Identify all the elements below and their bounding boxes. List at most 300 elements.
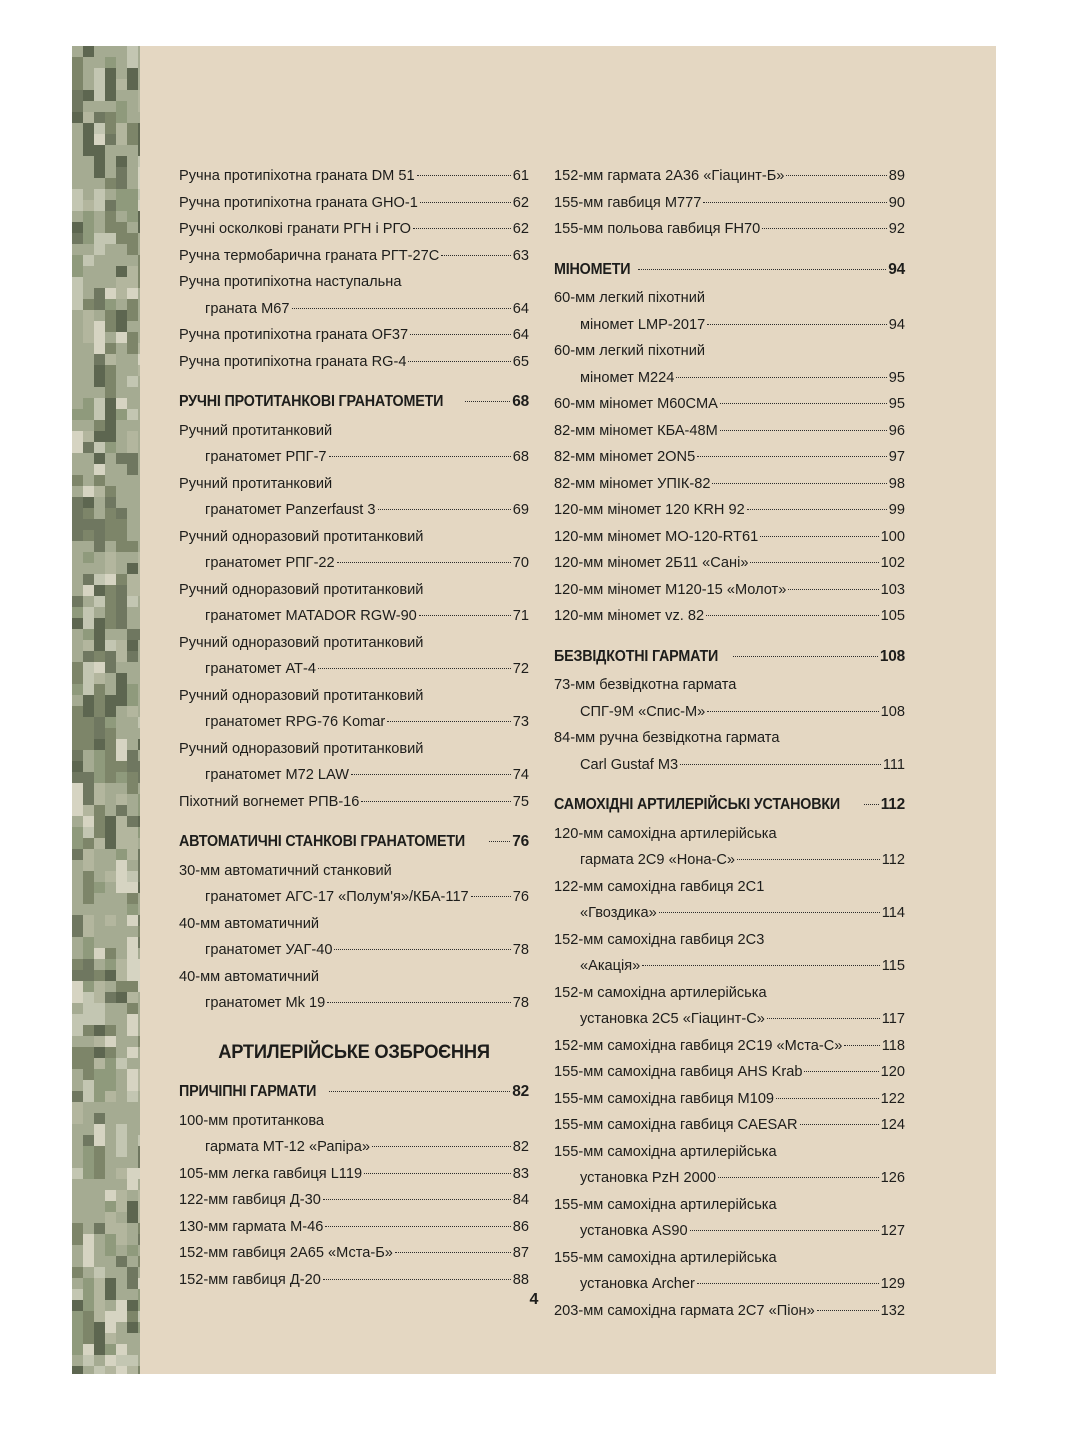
toc-section-heading[interactable] <box>554 257 905 284</box>
toc-entry[interactable] <box>179 1214 529 1241</box>
section-title: РУЧНІ ПРОТИТАНКОВІ ГРАНАТОМЕТИ <box>179 393 444 410</box>
camo-block <box>72 233 83 244</box>
page-ref: 95 <box>888 369 905 386</box>
section-title: МІНОМЕТИ <box>554 260 631 278</box>
page-ref: 108 <box>880 703 905 720</box>
camo-block <box>116 409 127 420</box>
toc-entry[interactable] <box>554 1112 905 1139</box>
camo-block <box>127 992 138 1003</box>
toc-entry[interactable] <box>554 285 905 338</box>
page-ref: 88 <box>512 1271 529 1288</box>
camo-block <box>105 959 116 970</box>
toc-section-heading[interactable] <box>179 829 529 856</box>
camo-block <box>72 717 83 750</box>
page-ref: 103 <box>880 581 905 598</box>
camo-block <box>105 288 116 299</box>
dot-leader <box>410 334 511 335</box>
camo-block <box>83 398 94 420</box>
entry-title: 122-мм гавбиця Д-30 <box>179 1192 321 1208</box>
camo-block <box>127 915 138 926</box>
section-title: БЕЗВІДКОТНІ ГАРМАТИ <box>554 647 719 665</box>
dot-leader <box>489 841 511 842</box>
page-ref: 90 <box>888 194 905 211</box>
camo-block <box>116 673 127 706</box>
dot-leader <box>697 456 887 457</box>
camo-block <box>127 46 138 68</box>
dot-leader <box>864 804 879 805</box>
entry-title: гранатомет РПГ-7 <box>205 449 327 465</box>
page-ref: 94 <box>888 316 905 333</box>
camo-block <box>94 1223 105 1234</box>
book-page <box>72 46 996 1374</box>
entry-title: гармата МТ-12 «Рапіра» <box>205 1139 370 1155</box>
camo-block <box>83 959 94 981</box>
toc-entry[interactable] <box>179 471 529 524</box>
page-ref: 118 <box>881 1037 905 1054</box>
toc-entry[interactable] <box>179 1267 529 1294</box>
toc-entry[interactable] <box>554 980 905 1033</box>
camo-block <box>83 992 94 1025</box>
toc-entry[interactable] <box>554 418 905 445</box>
camo-block <box>72 497 83 519</box>
toc-entry[interactable] <box>179 858 529 911</box>
camo-block <box>94 783 105 794</box>
camo-block <box>116 453 127 464</box>
page-ref: 69 <box>512 502 529 518</box>
camo-block <box>105 1091 116 1102</box>
toc-entry[interactable] <box>179 322 529 349</box>
camo-block <box>116 585 127 618</box>
camouflage-strip <box>72 46 140 1374</box>
page-ref: 68 <box>512 449 529 465</box>
page-ref: 126 <box>880 1170 905 1186</box>
entry-title: 60-мм легкий піхотний <box>554 290 706 306</box>
chapter-title: АРТИЛЕРІЙСЬКЕ ОЗБРОЄННЯ <box>218 1040 490 1063</box>
camo-block <box>138 354 140 365</box>
camo-block <box>127 376 138 387</box>
toc-entry[interactable] <box>179 577 529 630</box>
camo-block <box>83 431 94 442</box>
dot-leader <box>707 711 878 712</box>
camo-block <box>116 222 127 244</box>
entry-title: 30-мм автоматичний станковий <box>179 862 392 879</box>
page-ref: 112 <box>880 796 905 813</box>
toc-entry[interactable] <box>554 471 905 498</box>
camo-block <box>127 948 138 981</box>
dot-leader <box>471 896 511 897</box>
toc-entry[interactable] <box>554 391 905 418</box>
page-ref: 122 <box>880 1090 905 1107</box>
camo-block <box>72 981 83 1003</box>
page-ref: 83 <box>512 1165 529 1182</box>
page-ref: 114 <box>881 905 905 921</box>
toc-entry[interactable] <box>554 497 905 524</box>
dot-leader <box>690 1230 879 1231</box>
dot-leader <box>737 859 880 860</box>
toc-entry[interactable] <box>179 418 529 471</box>
camo-block <box>138 123 140 156</box>
toc-entry[interactable] <box>179 736 529 789</box>
entry-title: Ручний одноразовий протитанковий <box>179 528 424 545</box>
toc-entry[interactable] <box>179 964 529 1017</box>
entry-title: 155-мм самохідна гавбиця CAESAR <box>554 1117 798 1133</box>
page-ref: 78 <box>512 942 529 958</box>
page-ref: 124 <box>880 1117 905 1133</box>
camo-block <box>116 816 127 849</box>
dot-leader <box>337 562 511 563</box>
camo-block <box>138 970 140 992</box>
camo-block <box>83 1080 94 1102</box>
page-ref: 78 <box>512 995 529 1011</box>
dot-leader <box>750 562 878 563</box>
entry-title: 120-мм міномет vz. 82 <box>554 608 705 624</box>
toc-entry[interactable] <box>554 163 905 190</box>
entry-title: установка AS90 <box>580 1223 688 1239</box>
toc-entry[interactable] <box>179 630 529 683</box>
camo-block <box>105 1190 116 1201</box>
toc-entry[interactable] <box>554 577 905 604</box>
section-title: ПРИЧІПНІ ГАРМАТИ <box>179 1083 317 1100</box>
toc-entry[interactable] <box>554 338 905 391</box>
entry-title: Ручний протитанковий <box>179 475 333 492</box>
camo-block <box>83 772 94 805</box>
camo-block <box>127 651 138 662</box>
camo-block <box>116 992 127 1003</box>
entry-title: гранатомет РПГ-22 <box>205 555 335 571</box>
camo-block <box>116 332 127 343</box>
page-ref: 82 <box>512 1083 529 1100</box>
toc-entry[interactable] <box>554 444 905 471</box>
camo-block <box>94 189 105 211</box>
camo-block <box>116 519 127 552</box>
camo-block <box>72 805 83 816</box>
camo-block <box>138 882 140 893</box>
toc-entry[interactable] <box>179 163 529 190</box>
toc-entry[interactable] <box>179 269 529 322</box>
camo-block <box>83 893 94 904</box>
page-ref: 74 <box>512 767 529 783</box>
dot-leader <box>420 202 511 203</box>
toc-left-column <box>179 163 529 1293</box>
entry-title: Ручна протипіхотна наступальна <box>179 274 402 290</box>
camo-block <box>127 684 138 706</box>
page-ref: 73 <box>512 714 529 730</box>
dot-leader <box>413 228 511 229</box>
camo-block <box>94 288 105 310</box>
camo-block <box>72 706 83 717</box>
dot-leader <box>327 1002 511 1003</box>
toc-entry[interactable] <box>554 821 905 874</box>
page-ref: 64 <box>512 327 529 343</box>
entry-title: 82-мм міномет 2ON5 <box>554 449 696 465</box>
entry-title: Ручний протитанковий <box>179 422 333 439</box>
camo-block <box>138 1036 140 1047</box>
toc-entry[interactable] <box>554 603 905 630</box>
camo-block <box>105 1201 116 1212</box>
camo-block <box>105 442 116 453</box>
camo-block <box>72 1366 83 1374</box>
camo-block <box>116 794 127 805</box>
camo-block <box>105 409 116 442</box>
camo-block <box>83 1157 94 1179</box>
camo-block <box>105 134 116 145</box>
dot-leader <box>703 202 886 203</box>
camo-block <box>127 1311 138 1322</box>
camo-block <box>83 695 94 717</box>
entry-title: 152-м самохідна артилерійська <box>554 984 767 1001</box>
camo-block <box>83 90 94 101</box>
entry-title: 82-мм міномет УПІК-82 <box>554 475 711 492</box>
camo-block <box>83 211 94 244</box>
camo-block <box>127 706 138 717</box>
camo-block <box>127 827 138 860</box>
camo-block <box>127 1245 138 1256</box>
dot-leader <box>697 1283 879 1284</box>
camo-block <box>105 915 116 926</box>
dot-leader <box>372 1146 511 1147</box>
toc-entry[interactable] <box>179 911 529 964</box>
toc-entry[interactable] <box>554 1192 905 1245</box>
toc-entry[interactable] <box>554 1033 905 1060</box>
section-title: САМОХІДНІ АРТИЛЕРІЙСЬКІ УСТАНОВКИ <box>554 796 841 813</box>
camo-block <box>138 717 140 728</box>
toc-entry[interactable] <box>554 216 905 243</box>
entry-title: Ручна протипіхотна граната RG-4 <box>179 353 407 370</box>
toc-entry[interactable] <box>554 927 905 980</box>
page-ref: 92 <box>888 221 905 237</box>
camo-block <box>116 805 127 816</box>
camo-block <box>127 1366 138 1374</box>
entry-title: 120-мм міномет М120-15 «Молот» <box>554 581 787 598</box>
camo-block <box>127 299 138 321</box>
page-ref: 61 <box>512 168 529 184</box>
entry-title: гранатомет АТ-4 <box>205 661 316 677</box>
toc-entry[interactable] <box>179 1108 529 1161</box>
camo-block <box>94 794 105 805</box>
entry-title: 122-мм самохідна гавбиця 2С1 <box>554 878 765 895</box>
toc-entry[interactable] <box>179 216 529 243</box>
camo-block <box>105 816 116 849</box>
camo-block <box>127 541 138 552</box>
toc-entry[interactable] <box>179 789 529 816</box>
toc-entry[interactable] <box>554 1086 905 1113</box>
dot-leader <box>718 1177 879 1178</box>
entry-title: Ручні осколкові гранати РГН і РГО <box>179 221 411 237</box>
dot-leader <box>788 589 878 590</box>
camo-block <box>94 838 105 849</box>
camo-block <box>72 1168 83 1179</box>
camo-block <box>94 1278 105 1289</box>
camo-block <box>116 79 127 90</box>
dot-leader <box>318 668 511 669</box>
toc-entry[interactable] <box>554 874 905 927</box>
camo-block <box>83 1234 94 1267</box>
page-ref: 86 <box>512 1218 529 1235</box>
camo-block <box>138 827 140 838</box>
camo-block <box>94 233 105 255</box>
camo-block <box>83 937 94 959</box>
entry-title: 152-мм гавбиця 2А65 «Мста-Б» <box>179 1245 393 1261</box>
toc-section-heading[interactable] <box>179 1079 529 1106</box>
entry-title: установка 2С5 «Гіацинт-С» <box>580 1011 765 1027</box>
camo-block <box>138 739 140 750</box>
dot-leader <box>329 456 511 457</box>
toc-entry[interactable] <box>554 1245 905 1298</box>
entry-title: гранатомет АГС-17 «Полум'я»/КБА-117 <box>205 889 469 905</box>
entry-title: 152-мм самохідна гавбиця 2С19 «Мста-С» <box>554 1037 843 1054</box>
camo-block <box>138 1135 140 1146</box>
dot-leader <box>325 1226 510 1227</box>
camo-block <box>94 1146 105 1179</box>
camo-block <box>105 1322 116 1333</box>
page-ref: 62 <box>512 221 529 237</box>
camo-block <box>94 486 105 497</box>
camo-block <box>105 57 116 68</box>
camo-block <box>72 1311 83 1322</box>
dot-leader <box>733 656 878 657</box>
camo-block <box>127 332 138 354</box>
camo-block <box>116 310 127 332</box>
camo-block <box>72 1014 83 1036</box>
toc-entry[interactable] <box>179 683 529 736</box>
camo-block <box>105 992 116 1003</box>
page-ref: 99 <box>888 502 905 518</box>
toc-entry[interactable] <box>554 725 905 778</box>
camo-block <box>105 68 116 101</box>
toc-entry[interactable] <box>179 1240 529 1267</box>
toc-entry[interactable] <box>554 190 905 217</box>
dot-leader <box>720 403 887 404</box>
entry-title: 60-мм легкий піхотний <box>554 343 706 359</box>
page-ref: 132 <box>880 1302 905 1319</box>
toc-entry[interactable] <box>179 1187 529 1214</box>
camo-block <box>116 1190 127 1212</box>
camo-block <box>138 1322 140 1333</box>
camo-block <box>94 1003 105 1025</box>
entry-title: 120-мм міномет 120 KRH 92 <box>554 502 745 518</box>
camo-block <box>105 233 116 244</box>
camo-block <box>83 662 94 695</box>
entry-title: «Гвоздика» <box>580 905 657 921</box>
camo-block <box>116 618 127 629</box>
camo-block <box>83 1025 94 1036</box>
camo-block <box>72 112 83 123</box>
entry-title: Ручний одноразовий протитанковий <box>179 687 424 704</box>
toc-right-column <box>554 163 905 1324</box>
page-ref: 120 <box>880 1064 905 1080</box>
camo-block <box>127 189 138 222</box>
camo-block <box>138 629 140 640</box>
dot-leader <box>364 1173 511 1174</box>
camo-block <box>94 365 105 387</box>
camo-block <box>83 552 94 563</box>
camo-block <box>72 255 83 277</box>
page-ref: 71 <box>512 608 529 624</box>
dot-leader <box>659 912 880 913</box>
entry-title: 155-мм польова гавбиця FH70 <box>554 221 761 237</box>
page-ref: 70 <box>512 555 529 571</box>
entry-title: Ручний одноразовий протитанковий <box>179 581 424 598</box>
entry-title: Ручна протипіхотна граната GHO-1 <box>179 194 418 211</box>
toc-section-heading[interactable] <box>554 644 905 671</box>
camo-block <box>138 816 140 827</box>
entry-title: Ручна термобарична граната РГТ-27С <box>179 247 440 264</box>
toc-entry[interactable] <box>179 349 529 376</box>
dot-leader <box>378 509 511 510</box>
camo-block <box>94 68 105 79</box>
toc-entry[interactable] <box>179 243 529 270</box>
toc-entry[interactable] <box>554 524 905 551</box>
camo-block <box>83 717 94 750</box>
entry-title: 155-мм самохідна артилерійська <box>554 1143 777 1160</box>
camo-block <box>138 1256 140 1267</box>
entry-title: 84-мм ручна безвідкотна гармата <box>554 730 780 746</box>
camo-block <box>72 970 83 981</box>
dot-leader <box>334 949 510 950</box>
camo-block <box>138 860 140 882</box>
camo-block <box>94 1322 105 1355</box>
page-ref: 94 <box>888 260 905 278</box>
dot-leader <box>323 1199 511 1200</box>
toc-entry[interactable] <box>554 1139 905 1192</box>
camo-block <box>127 893 138 904</box>
camo-block <box>127 1047 138 1058</box>
toc-entry[interactable] <box>179 1161 529 1188</box>
camo-block <box>138 552 140 563</box>
camo-block <box>138 1190 140 1223</box>
toc-entry[interactable] <box>554 672 905 725</box>
dot-leader <box>408 361 510 362</box>
toc-entry[interactable] <box>179 524 529 577</box>
camo-block <box>138 563 140 596</box>
camo-block <box>138 1234 140 1245</box>
camo-block <box>94 123 105 134</box>
toc-section-heading[interactable] <box>179 389 529 416</box>
entry-title: 100-мм протитанкова <box>179 1112 325 1129</box>
dot-leader <box>292 308 511 309</box>
dot-leader <box>361 801 510 802</box>
camo-block <box>127 596 138 607</box>
toc-section-heading[interactable] <box>554 792 905 819</box>
toc-entry[interactable] <box>554 550 905 577</box>
page-ref: 76 <box>512 889 529 905</box>
section-title: АВТОМАТИЧНІ СТАНКОВІ ГРАНАТОМЕТИ <box>179 833 466 850</box>
camo-block <box>105 1366 116 1374</box>
camo-block <box>72 1223 83 1245</box>
dot-leader <box>387 721 511 722</box>
entry-title: 152-мм самохідна гавбиця 2С3 <box>554 931 765 948</box>
toc-entry[interactable] <box>554 1059 905 1086</box>
dot-leader <box>817 1310 879 1311</box>
camo-block <box>94 1069 105 1102</box>
page-ref: 117 <box>881 1011 905 1027</box>
camo-block <box>127 68 138 90</box>
entry-title: 40-мм автоматичний <box>179 968 320 985</box>
entry-title: установка Archer <box>580 1276 695 1292</box>
entry-title: Піхотний вогнемет РПВ-16 <box>179 793 360 810</box>
camo-block <box>83 519 94 530</box>
entry-title: Carl Gustaf M3 <box>580 756 679 773</box>
dot-leader <box>776 1098 879 1099</box>
camo-block <box>72 849 83 860</box>
toc-entry[interactable] <box>179 190 529 217</box>
camo-block <box>72 475 83 486</box>
camo-block <box>105 651 116 673</box>
entry-title: 120-мм міномет 2Б11 «Сані» <box>554 555 749 571</box>
camo-block <box>127 453 138 475</box>
dot-leader <box>680 764 881 765</box>
camo-block <box>127 1091 138 1102</box>
